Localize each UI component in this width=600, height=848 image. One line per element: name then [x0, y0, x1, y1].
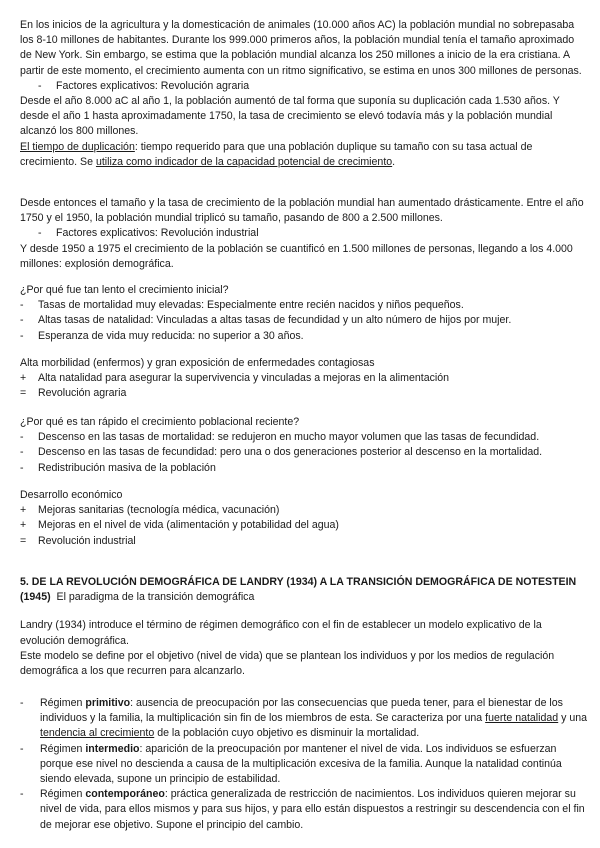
list-item: - Tasas de mortalidad muy elevadas: Especialmente entre recién nacidos y niños pequeños. [20, 299, 464, 312]
list-item: - Descenso en las tasas de mortalidad: se redujeron en mucho mayor volumen que las tasas de fecundidad. [20, 431, 540, 444]
fast-summary [20, 488, 588, 549]
model-paragraph: Este modelo se define por el objetivo (nivel de vida) que se plantean los individuos y por los medios de regulación demográfica a los que recurren para alcanzarlo. [20, 649, 555, 678]
growth-paragraph: Desde el año 8.000 aC al año 1, la población aumentó de tal forma que suponía su duplicación cada 1.530 años. Y desde el año 1 hasta aproximadamente 1750, la tasa de crecimiento se elevó todavía más y la población mundial alcanzó los 800 millones. [20, 95, 560, 138]
summary-plus: + Alta natalidad para asegurar la supervivencia y vinculadas a mejoras en la alimentación [20, 372, 450, 385]
slow-growth-section [20, 283, 588, 344]
doubling-time-definition: El tiempo de duplicación: tiempo requerido para que una población duplique su tamaño con su tasa actual de crecimiento. Se utiliza como indicador de la capacidad potencial de crecimiento. [20, 140, 533, 168]
slow-summary [20, 356, 588, 402]
summary-result: = Revolución agraria [20, 387, 127, 400]
summary-plus: + Mejoras sanitarias (tecnología médica, vacunación) [20, 504, 280, 517]
factor-industrial: - Factores explicativos: Revolución industrial [38, 227, 259, 240]
industrial-section [20, 196, 588, 272]
list-item: - Altas tasas de natalidad: Vinculadas a altas tasas de fecundidad y un alto número de hijos por mujer. [20, 314, 512, 327]
regime-intermedio: - Régimen intermedio: aparición de la preocupación por mantener el nivel de vida. Los individuos se esfuerzan porque ese nivel no descienda a causa de la multiplicación excesiva de la familia. Aunque la natalidad continúa siendo elevada, supone un principio de estabilidad. [20, 742, 562, 786]
summary-base: Desarrollo económico [20, 489, 123, 501]
list-item: - Redistribución masiva de la población [20, 461, 216, 474]
list-item: - Descenso en las tasas de fecundidad: pero una o dos generaciones posterior al descenso en la mortalidad. [20, 446, 543, 459]
intro-paragraph: En los inicios de la agricultura y la domesticación de animales (10.000 años AC) la población mundial no sobrepasaba los 8-10 millones de habitantes. Durante los 999.000 primeros años, la población mundial tenía el tamaño aproximado de New York. Sin embargo, se estima que la población mundial alcanza los 250 millones a inicio de la era cristiana. A partir de este momento, el crecimiento aumenta con un ritmo significativo, se estima en unos 300 millones de personas. [20, 19, 582, 77]
regimes-list [20, 696, 588, 833]
summary-plus: + Mejoras en el nivel de vida (alimentación y potabilidad del agua) [20, 519, 339, 532]
industrial-paragraph: Desde entonces el tamaño y la tasa de crecimiento de la población mundial han aumentado drásticamente. Entre el año 1750 y el 1950, la población mundial triplicó su tamaño, pasando de 800 a 2.500 millones. [20, 197, 584, 225]
section-heading: 5. DE LA REVOLUCIÓN DEMOGRÁFICA DE LANDRY (1934) A LA TRANSICIÓN DEMOGRÁFICA DE NOTESTEIN (1945) El paradigma de la transición demográfica [20, 576, 577, 604]
regime-contemporaneo: - Régimen contemporáneo: práctica generalizada de restricción de nacimientos. Los individuos quieren mejorar su nivel de vida, para ellos mismos y para sus hijos, y para ello están dispuestos a restringir su descendencia con el fin de mejorar ese objetivo. Supone el principio del cambio. [20, 788, 585, 831]
section-5 [20, 575, 588, 679]
fast-growth-section [20, 415, 588, 476]
landry-paragraph: Landry (1934) introduce el término de régimen demográfico con el fin de establecer un modelo explicativo de la evolución demográfica. [20, 619, 542, 647]
regime-primitivo: - Régimen primitivo: ausencia de preocupación por las consecuencias que pueda tener, para el bienestar de los individuos y la familia, la multiplicación sin fin de los miembros de esta. Se caracteriza por una fuerte natalidad y una tendencia al crecimiento de la población cuyo objetivo es disminuir la mortalidad. [20, 697, 588, 740]
factor-agraria: - Factores explicativos: Revolución agraria [38, 79, 250, 92]
fast-question: ¿Por qué es tan rápido el crecimiento poblacional reciente? [20, 416, 300, 428]
explosion-paragraph: Y desde 1950 a 1975 el crecimiento de la población se cuantificó en 1.500 millones de personas, llegando a los 4.000 millones: explosión demográfica. [20, 242, 573, 270]
intro-section [20, 18, 588, 170]
summary-result: = Revolución industrial [20, 534, 136, 547]
summary-base: Alta morbilidad (enfermos) y gran exposición de enfermedades contagiosas [20, 357, 375, 369]
slow-question: ¿Por qué fue tan lento el crecimiento inicial? [20, 284, 229, 296]
list-item: - Esperanza de vida muy reducida: no superior a 30 años. [20, 329, 304, 342]
